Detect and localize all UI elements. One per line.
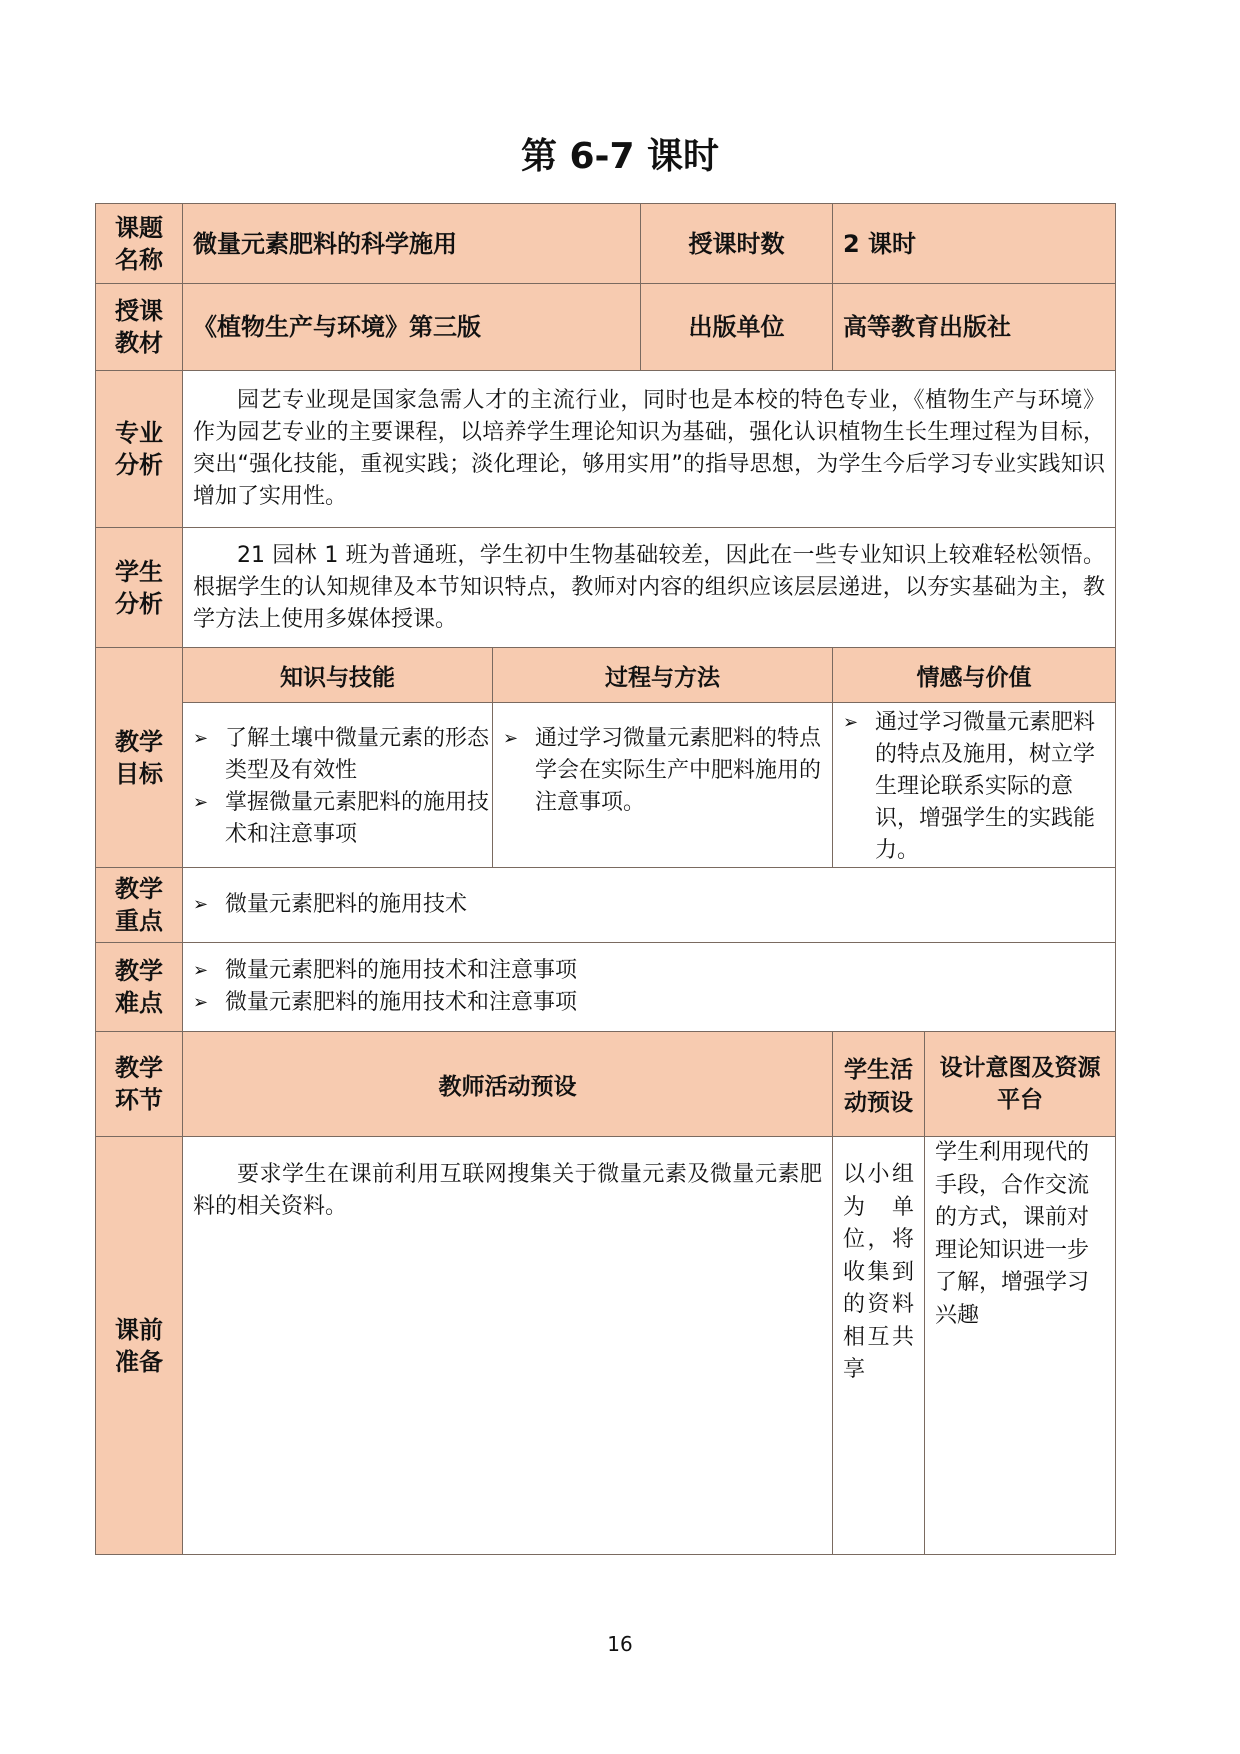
row-textbook — [96, 284, 1116, 371]
arrow-bullet-icon: ➢ — [193, 960, 209, 981]
arrow-bullet-icon: ➢ — [193, 728, 209, 749]
label-student-analysis: 学生 分析 — [96, 528, 183, 648]
page-title: 第 6-7 课时 — [520, 136, 720, 177]
label-key-points: 教学 重点 — [96, 868, 183, 943]
publisher-value: 高等教育出版社 — [833, 284, 1116, 371]
row-topic — [96, 204, 1116, 284]
header-emotion: 情感与价值 — [833, 648, 1116, 703]
row-preparation — [96, 1137, 1116, 1555]
row-difficulties — [96, 943, 1116, 1032]
preparation-teacher-text: 要求学生在课前利用互联网搜集关于微量元素及微量元素肥料的相关资料。 — [183, 1137, 833, 1555]
preparation-student-text: 以小组为单位，将收集到的资料相互共享 — [833, 1137, 925, 1555]
key-points-cell — [183, 868, 1116, 943]
list-item: ➢ 通过学习微量元素肥料的特点及施用，树立学生理论联系实际的意识，增强学生的实践能力。 — [833, 707, 1115, 867]
topic-value: 微量元素肥料的科学施用 — [183, 204, 641, 284]
list-item: ➢ 通过学习微量元素肥料的特点学会在实际生产中肥料施用的注意事项。 — [493, 723, 832, 819]
header-knowledge: 知识与技能 — [183, 648, 493, 703]
textbook-value: 《植物生产与环境》第三版 — [183, 284, 641, 371]
label-publisher: 出版单位 — [641, 284, 833, 371]
objectives-knowledge-cell — [183, 703, 493, 868]
label-textbook: 授课 教材 — [96, 284, 183, 371]
label-hours: 授课时数 — [641, 204, 833, 284]
list-item: ➢ 掌握微量元素肥料的施用技术和注意事项 — [183, 787, 492, 851]
label-difficulties: 教学 难点 — [96, 943, 183, 1032]
major-analysis-text: 园艺专业现是国家急需人才的主流行业，同时也是本校的特色专业，《植物生产与环境》作为园艺专业的主要课程，以培养学生理论知识为基础，强化认识植物生长生理过程为目标，突出“强化技能，重视实践；淡化理论，够用实用”的指导思想，为学生今后学习专业实践知识增加了实用性。 — [183, 371, 1116, 528]
label-preparation: 课前 准备 — [96, 1137, 183, 1555]
label-objectives: 教学 目标 — [96, 648, 183, 868]
row-key-points — [96, 868, 1116, 943]
list-item: ➢ 微量元素肥料的施用技术和注意事项 — [183, 955, 1115, 987]
lesson-plan-table — [95, 203, 1116, 1555]
objectives-process-cell — [493, 703, 833, 868]
objectives-emotion-cell — [833, 703, 1116, 868]
page-number: 16 — [607, 1632, 633, 1656]
label-major-analysis: 专业 分析 — [96, 371, 183, 528]
arrow-bullet-icon: ➢ — [193, 894, 209, 915]
hours-value: 2 课时 — [833, 204, 1116, 284]
list-item: ➢ 了解土壤中微量元素的形态类型及有效性 — [183, 723, 492, 787]
row-major-analysis — [96, 371, 1116, 528]
row-objectives-content — [96, 703, 1116, 868]
header-process: 过程与方法 — [493, 648, 833, 703]
row-student-analysis — [96, 528, 1116, 648]
student-analysis-text: 21 园林 1 班为普通班，学生初中生物基础较差，因此在一些专业知识上较难轻松领悟。根据学生的认知规律及本节知识特点，教师对内容的组织应该层层递进，以夯实基础为主，教学方法上使用多媒体授课。 — [183, 528, 1116, 648]
arrow-bullet-icon: ➢ — [843, 712, 859, 733]
label-topic-name: 课题 名称 — [96, 204, 183, 284]
row-stage-header — [96, 1032, 1116, 1137]
difficulties-cell — [183, 943, 1116, 1032]
header-design-intent: 设计意图及资源平台 — [925, 1032, 1116, 1137]
arrow-bullet-icon: ➢ — [193, 792, 209, 813]
arrow-bullet-icon: ➢ — [503, 728, 519, 749]
preparation-design-text: 学生利用现代的手段，合作交流的方式，课前对理论知识进一步了解，增强学习兴趣 — [925, 1137, 1116, 1555]
list-item: ➢ 微量元素肥料的施用技术 — [183, 889, 1115, 921]
header-teacher-activity: 教师活动预设 — [183, 1032, 833, 1137]
arrow-bullet-icon: ➢ — [193, 992, 209, 1013]
header-student-activity: 学生活动预设 — [833, 1032, 925, 1137]
label-stage: 教学 环节 — [96, 1032, 183, 1137]
list-item: ➢ 微量元素肥料的施用技术和注意事项 — [183, 987, 1115, 1019]
row-objectives-header — [96, 648, 1116, 703]
